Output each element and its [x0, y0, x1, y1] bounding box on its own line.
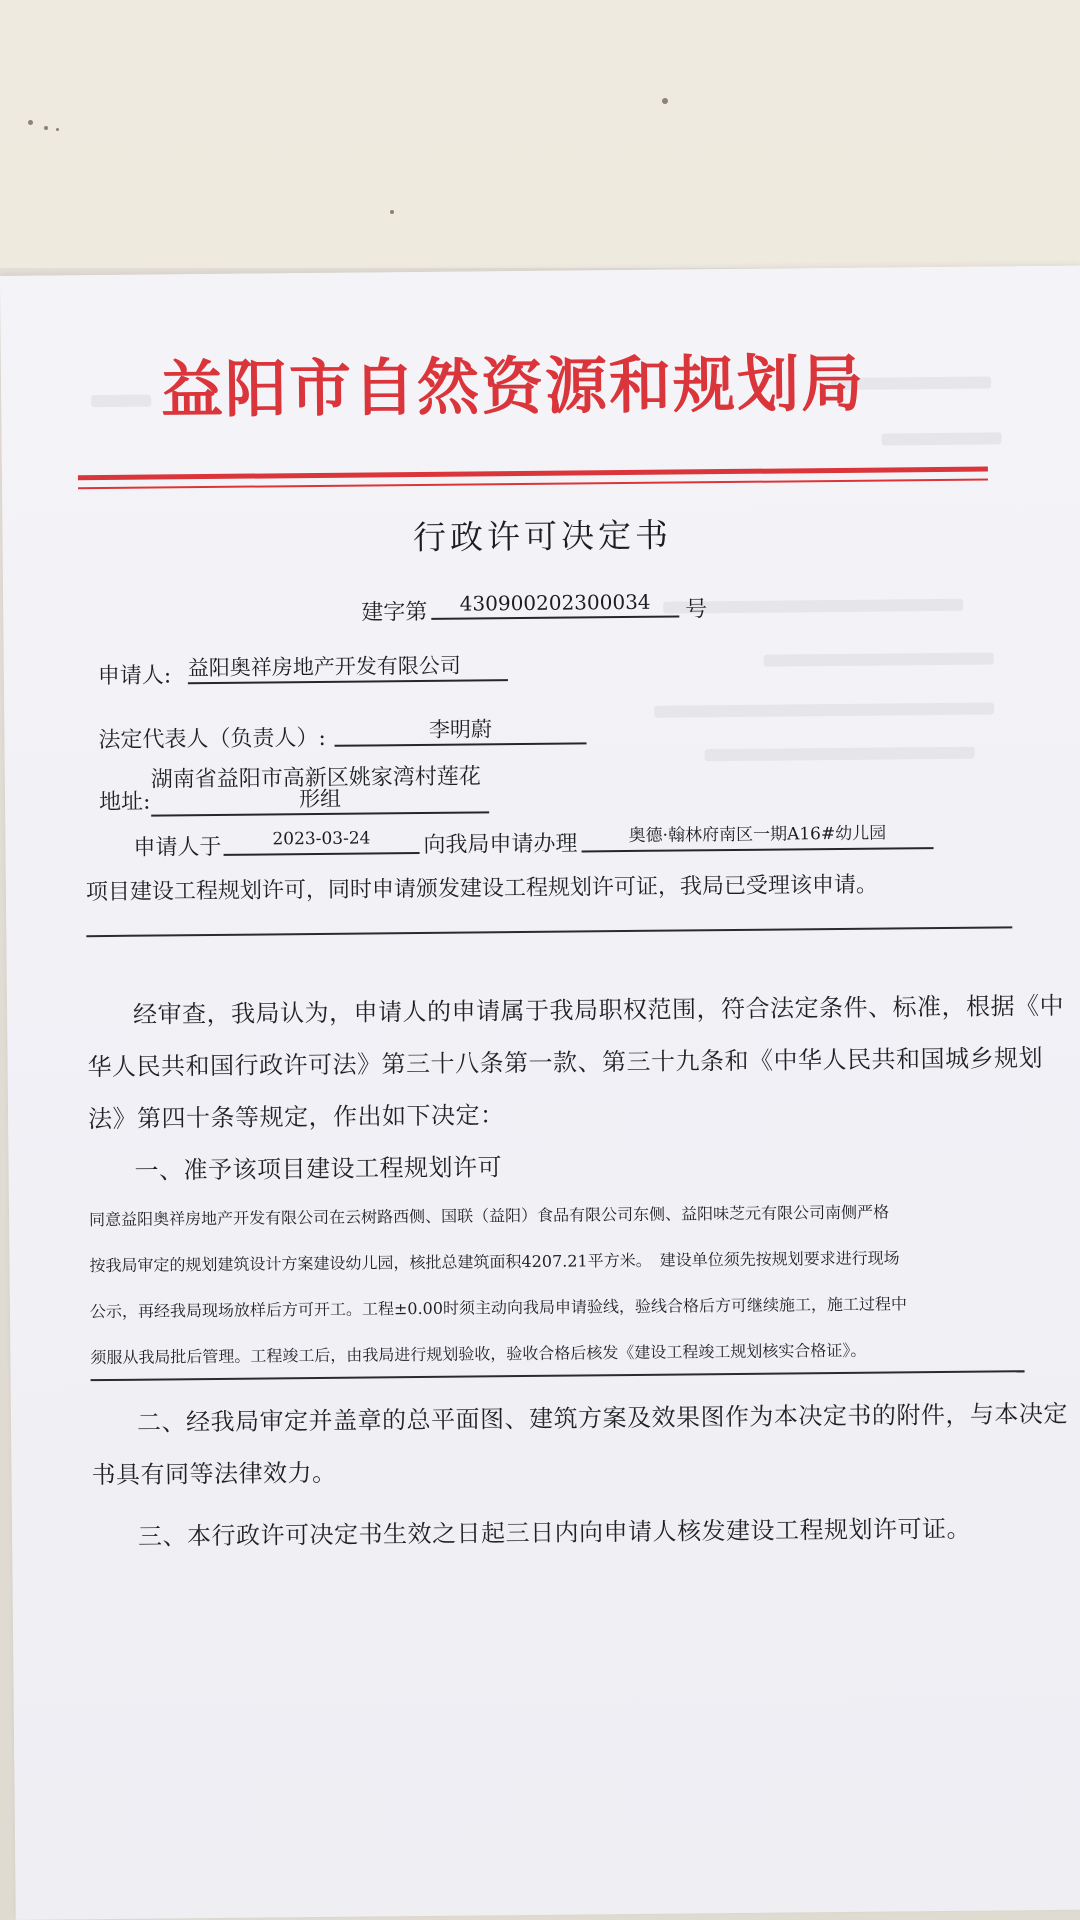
document-number-value: 430900202300034: [431, 587, 679, 619]
decision-1-line-3: 公示，再经我局现场放样后方可开工。工程±0.00时须主动向我局申请验线，验线合格后方可继续施工，施工过程中: [89, 1294, 908, 1322]
decision-3-line-1: 三、本行政许可决定书生效之日起三日内向申请人核发建设工程规划许可证。: [137, 1514, 972, 1551]
desk-speck: [390, 210, 394, 214]
legal-rep-label: 法定代表人（负责人）:: [98, 725, 326, 754]
application-date: 2023-03-24: [223, 824, 419, 856]
application-project: 奥德·翰林府南区一期A16#幼儿园: [581, 819, 933, 852]
address-line-2: 形组: [151, 783, 489, 816]
application-line-2: 项目建设工程规划许可，同时申请颁发建设工程规划许可证，我局已受理该申请。: [85, 872, 879, 906]
decision-2-line-2: 书具有同等法律效力。: [91, 1458, 337, 1490]
legal-rep-value: 李明蔚: [334, 714, 586, 746]
review-line-1: 经审查，我局认为，申请人的申请属于我局职权范围，符合法定条件、标准，根据《中: [132, 991, 1065, 1029]
section-divider: [91, 1370, 1025, 1381]
decision-2-line-1: 二、经我局审定并盖章的总平面图、建筑方案及效果图作为本决定书的附件，与本决定: [136, 1399, 1069, 1437]
applicant-label: 申请人:: [97, 663, 172, 690]
address-line-1: 湖南省益阳市高新区姚家湾村莲花: [150, 764, 481, 793]
desk-speck: [56, 128, 59, 131]
letterhead-rule-thick: [78, 467, 988, 481]
desk-speck: [44, 126, 48, 130]
document-number-prefix: 建字第: [361, 599, 428, 626]
bleed-through-text: [654, 702, 994, 717]
decision-1-line-4: 须服从我局批后管理。工程竣工后，由我局进行规划验收，验收合格后核发《建设工程竣工规划核实合格证》。: [90, 1340, 867, 1368]
bleed-through-text: [663, 599, 963, 614]
agency-letterhead: 益阳市自然资源和规划局: [160, 346, 866, 427]
bleed-through-text: [705, 747, 975, 762]
application-prefix: 申请人于: [133, 834, 222, 861]
decision-1-line-2: 按我局审定的规划建筑设计方案建设幼儿园，核批总建筑面积4207.21平方米。 建设单位须先按规划要求进行现场: [89, 1248, 900, 1276]
decision-1-heading: 一、准予该项目建设工程规划许可: [134, 1153, 503, 1185]
bleed-through-text: [91, 395, 151, 408]
desk-speck: [662, 98, 668, 104]
letterhead-rule-thin: [78, 479, 988, 490]
bleed-through-text: [764, 652, 994, 666]
review-line-2: 华人民共和国行政许可法》第三十八条第一款、第三十九条和《中华人民共和国城乡规划: [87, 1044, 1044, 1082]
decision-document: [0, 266, 1080, 1920]
document-number-suffix: 号: [685, 597, 708, 623]
review-line-3: 法》第四十条等规定，作出如下决定：: [87, 1101, 505, 1134]
decision-1-line-1: 同意益阳奥祥房地产开发有限公司在云树路西侧、国联（益阳）食品有限公司东侧、益阳味芝元有限公司南侧严格: [88, 1202, 890, 1230]
desk-speck: [28, 120, 33, 125]
application-middle: 向我局申请办理: [423, 831, 578, 858]
section-divider: [86, 926, 1012, 937]
bleed-through-text: [882, 432, 1002, 445]
applicant-value: 益阳奥祥房地产开发有限公司: [188, 651, 508, 684]
document-title: 行政许可决定书: [412, 515, 673, 558]
address-label: 地址:: [98, 789, 151, 816]
